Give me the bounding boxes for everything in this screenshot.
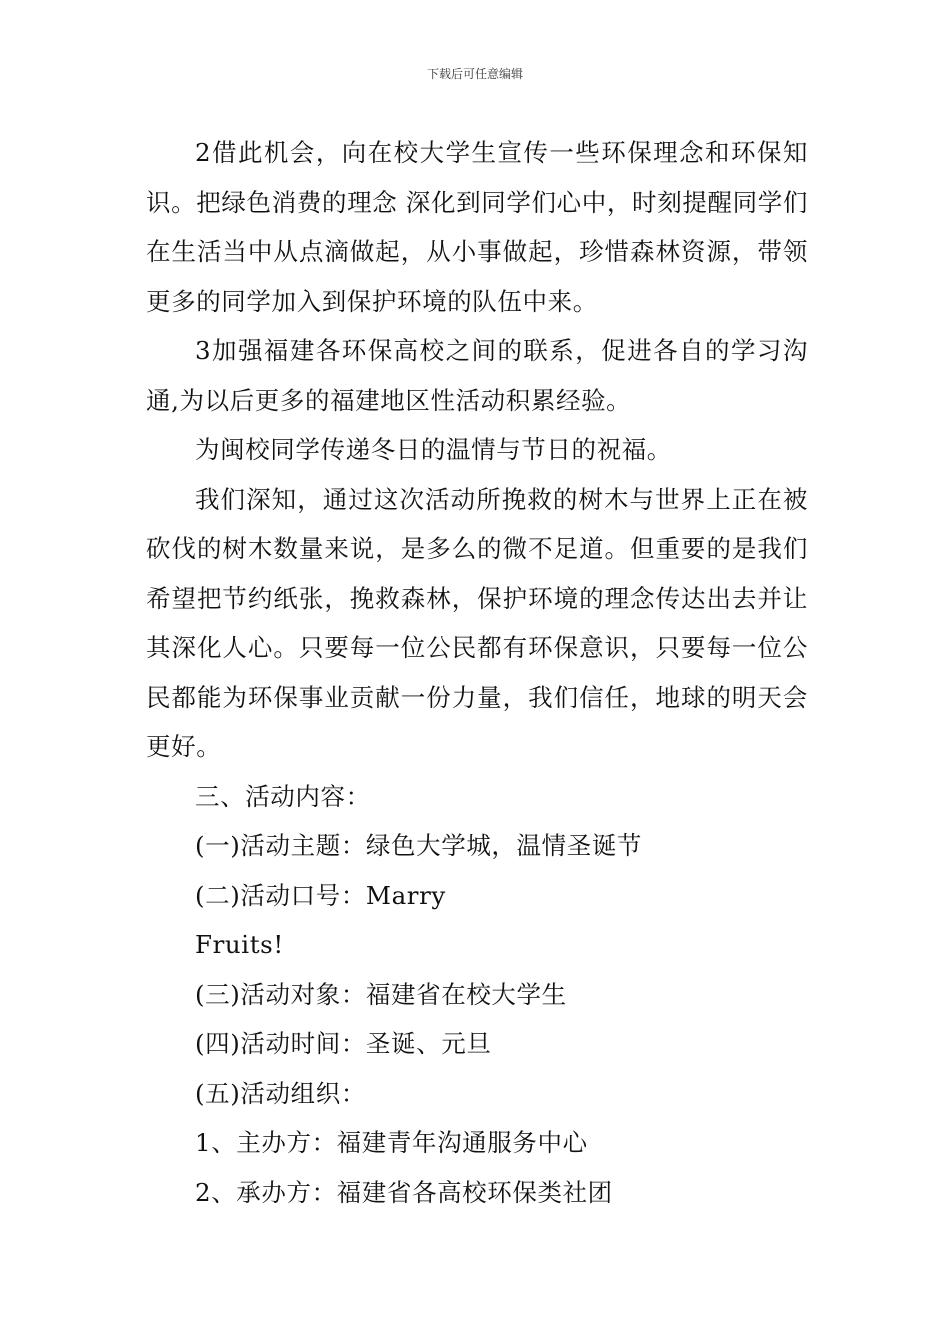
page-header: 下载后可任意编辑 [426, 67, 523, 81]
paragraph-goal-3: 3加强福建各环保高校之间的联系，促进各自的学习沟通,为以后更多的福建地区性活动积累经验。 [146, 336, 808, 415]
list-item-slogan: (二)活动口号：Marry [195, 880, 446, 910]
paragraph-statement: 我们深知，通过这次活动所挽救的树木与世界上正在被砍伐的树木数量来说，是多么的微不足道。但重要的是我们希望把节约纸张，挽救森林，保护环境的理念传达出去并让其深化人心。只要每一位公民都有环保意识，只要每一位公民都能为环保事业贡献一份力量，我们信任，地球的明天会更好。 [146, 484, 808, 761]
paragraph-goal-2: 2借此机会，向在校大学生宣传一些环保理念和环保知识。把绿色消费的理念 深化到同学们心中，时刻提醒同学们在生活当中从点滴做起，从小事做起，珍惜森林资源，带领更多的同学加入到保护环境的队伍中来。 [146, 138, 808, 316]
document-body [146, 128, 808, 1217]
section-heading-activity-content: 三、活动内容： [195, 781, 371, 811]
list-item-time: (四)活动时间：圣诞、元旦 [195, 1029, 492, 1058]
list-item-slogan-continued: Fruits! [195, 930, 284, 959]
list-item-organizer: 2、承办方：福建省各高校环保类社团 [195, 1177, 613, 1207]
paragraph-goal-4: 为闽校同学传递冬日的温情与节日的祝福。 [195, 435, 672, 464]
list-item-host: 1、主办方：福建青年沟通服务中心 [195, 1128, 588, 1157]
list-item-organization: (五)活动组织： [195, 1078, 366, 1108]
list-item-theme: (一)活动主题：绿色大学城，温情圣诞节 [195, 831, 643, 860]
list-item-audience: (三)活动对象：福建省在校大学生 [195, 979, 567, 1009]
